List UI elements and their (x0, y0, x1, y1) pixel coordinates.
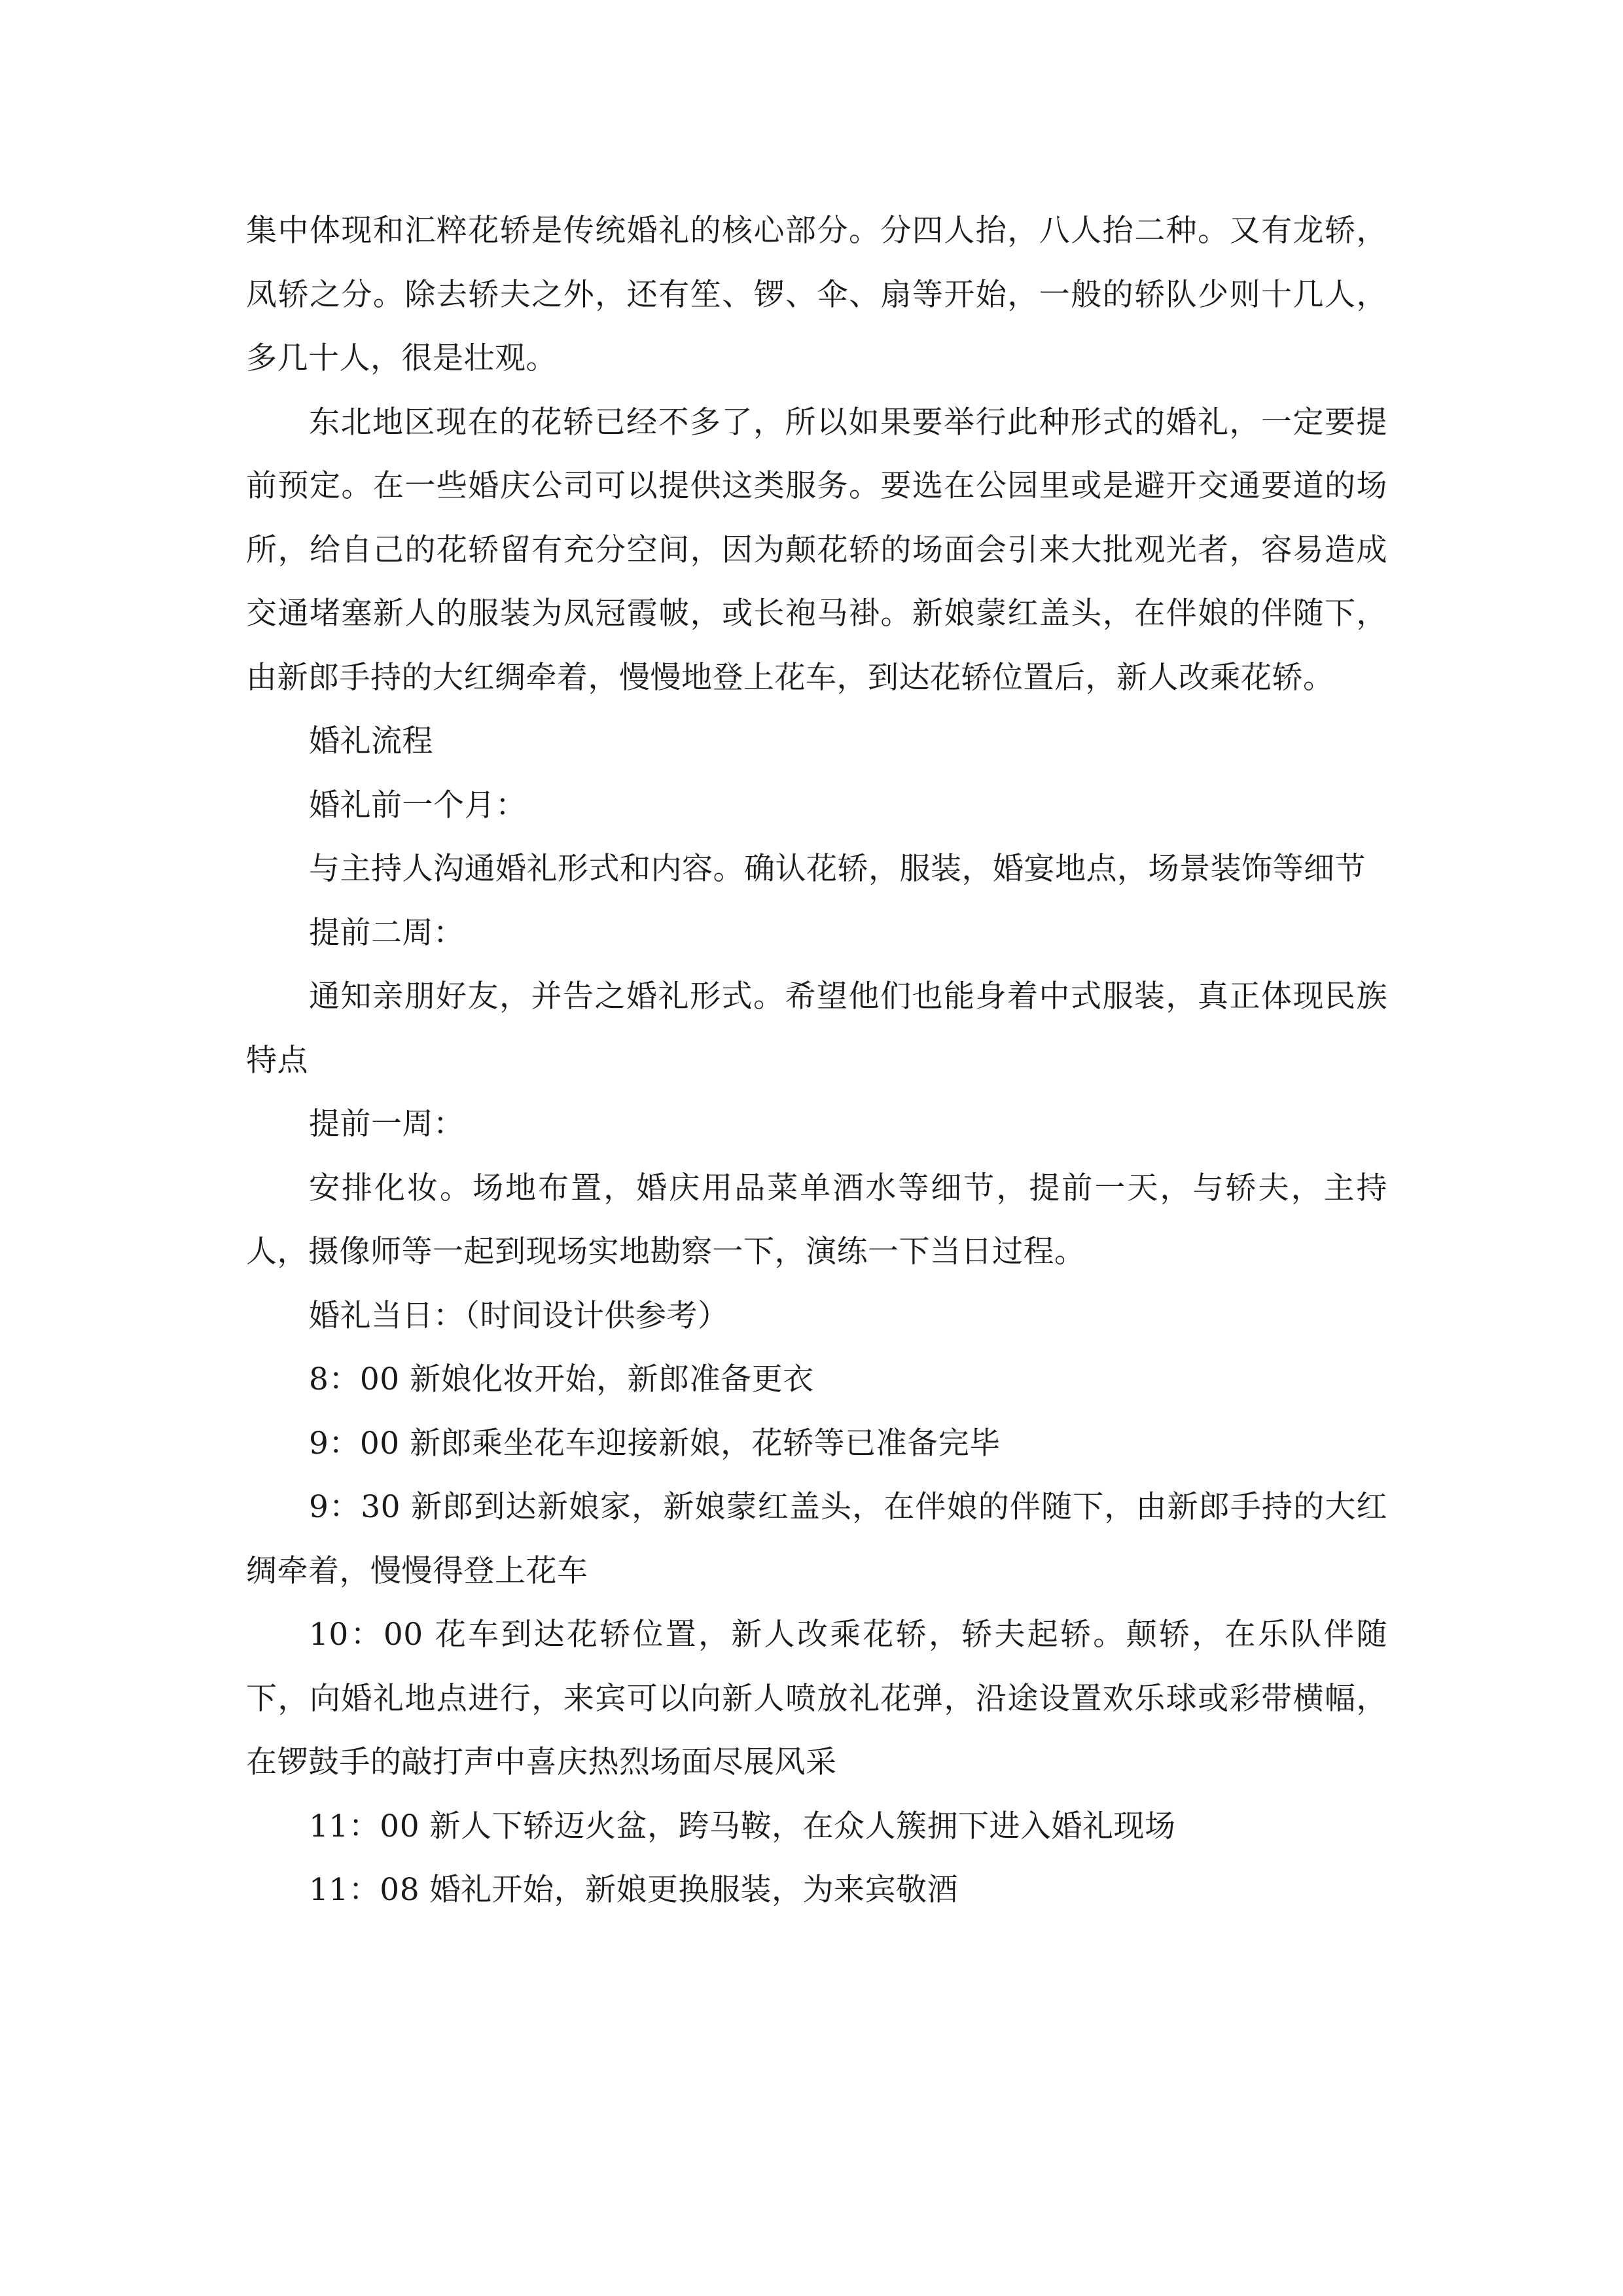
step-text-one-month-before: 与主持人沟通婚礼形式和内容。确认花轿，服装，婚宴地点，场景装饰等细节 (309, 851, 1366, 887)
step-text-one-week-before: 安排化妆。场地布置，婚庆用品菜单酒水等细节，提前一天，与轿夫，主持人，摄像师等一起到现场实地勘察一下，演练一下当日过程。 (246, 1170, 1387, 1270)
schedule-item-0930: 9：30 新郎到达新娘家，新娘蒙红盖头，在伴娘的伴随下，由新郎手持的大红绸牵着，慢慢得登上花车 (246, 1489, 1387, 1589)
paragraph-1: 集中体现和汇粹花轿是传统婚礼的核心部分。分四人抬，八人抬二种。又有龙轿，凤轿之分。除去轿夫之外，还有笙、锣、伞、扇等开始，一般的轿队少则十几人，多几十人，很是壮观。 (246, 213, 1387, 376)
document-body (246, 199, 1387, 1922)
paragraph-2: 东北地区现在的花轿已经不多了，所以如果要举行此种形式的婚礼，一定要提前预定。在一些婚庆公司可以提供这类服务。要选在公园里或是避开交通要道的场所，给自己的花轿留有充分空间，因为颠花轿的场面会引来大批观光者，容易造成交通堵塞新人的服装为凤冠霞帔，或长袍马褂。新娘蒙红盖头，在伴娘的伴随下，由新郎手持的大红绸牵着，慢慢地登上花车，到达花轿位置后，新人改乘花轿。 (246, 404, 1387, 696)
schedule-item-1100: 11：00 新人下轿迈火盆，跨马鞍，在众人簇拥下进入婚礼现场 (309, 1808, 1176, 1844)
step-text-two-weeks-before: 通知亲朋好友，并告之婚礼形式。希望他们也能身着中式服装，真正体现民族特点 (246, 978, 1387, 1079)
schedule-item-1108: 11：08 婚礼开始，新娘更换服装，为来宾敬酒 (309, 1872, 959, 1908)
step-heading-wedding-day: 婚礼当日：（时间设计供参考） (309, 1297, 729, 1334)
step-heading-one-week-before: 提前一周： (309, 1106, 465, 1142)
schedule-item-0900: 9：00 新郎乘坐花车迎接新娘，花轿等已准备完毕 (309, 1425, 1001, 1462)
schedule-item-0800: 8：00 新娘化妆开始，新郎准备更衣 (309, 1361, 814, 1397)
section-heading-wedding-process: 婚礼流程 (309, 723, 433, 759)
step-heading-one-month-before: 婚礼前一个月： (309, 787, 527, 823)
step-heading-two-weeks-before: 提前二周： (309, 914, 465, 951)
schedule-item-1000: 10：00 花车到达花轿位置，新人改乘花轿，轿夫起轿。颠轿，在乐队伴随下，向婚礼地点进行，来宾可以向新人喷放礼花弹，沿途设置欢乐球或彩带横幅，在锣鼓手的敲打声中喜庆热烈场面尽展风采 (246, 1617, 1387, 1780)
